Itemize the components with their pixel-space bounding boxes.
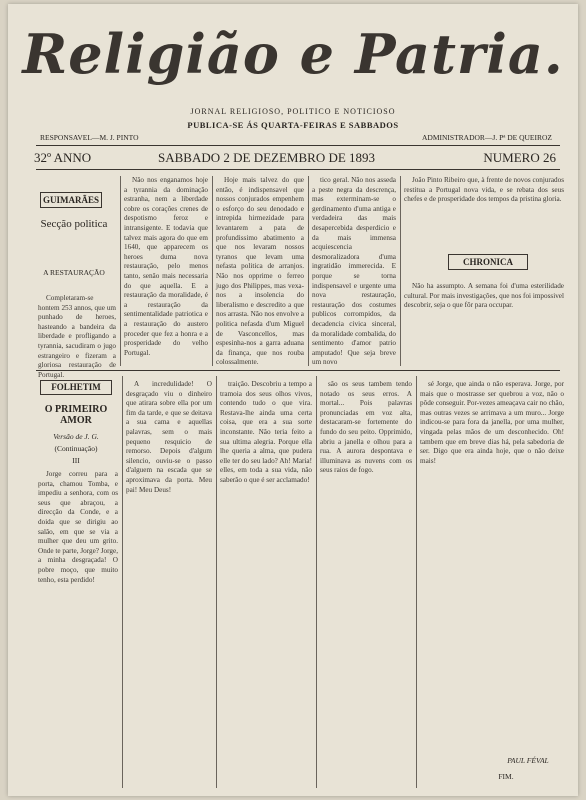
folhetim-column-3: traição. Descobriu a tempo a tramoia dos seus olhos vivos, contendo tudo o que vira. Restava-lhe ainda uma certa coisa, que era a sua sorte inconstante. Não teria feito a sua ultima alegria. Porque ella lhe queria a alma, que pudera elle ter do seu lado? Ah! Maria! elles, em toda a sua vida, não saberão o que é ser acclamado!: [220, 380, 312, 484]
folhetim-column-2: A incredulidade! O desgraçado viu o dinheiro que atirara sobre ella por um fim da tarde, e que se deitava a sua cama e aquellas palavras, sem o mais pequeno resquicio de remorso. Depois d'algum silencio, ouviu-se o passo d'alguem na escada que se aproximava da porta. Meu pai! Meu Deus!: [126, 380, 212, 494]
folhetim-column-5: sé Jorge, que ainda o não esperava. Jorge, por mais que o mostrasse ser quebrou a voz, não o pôde conseguir. Por-vezes ameaçava cair no chão, mas outras vezes se arrimava a um muro... Jorge indicou-se para fora da janella, por uma mulher, vingada pelas mãos de um desconhecido. Oh! tambem que em breve dias há, pela sabedoria de ser. Digo que era ainda hoje, que o não deixe mais!: [420, 380, 564, 465]
responsible-editor: RESPONSAVEL—M. J. PINTO: [40, 133, 139, 142]
administrator: ADMINISTRADOR—J. Pª DE QUEIROZ: [422, 133, 552, 142]
newspaper-page: [8, 4, 578, 796]
publication-schedule: PUBLICA-SE ÁS QUARTA-FEIRAS E SABBADOS: [187, 120, 399, 130]
section-guimaraes: GUIMARÃES: [40, 192, 102, 208]
novel-chapter: III: [72, 456, 80, 465]
section-politica: Secção politica: [40, 218, 108, 230]
section-folhetim: FOLHETIM: [40, 380, 112, 395]
signature: PAUL FÉVAL: [507, 756, 549, 765]
article-column-3: Hoje mais talvez do que então, é indispensavel que nossos conjurados empenhem o esforço do seu denodado e intrepida hirmezidade para levantarem a pata de profundissimo abatimento a que nos levaram nossos tyranos que levam uma nefasta politica de arranjos. Não nos opprime o ferreo jugo dos Philippes, mas vexa-nos a insolencia do liberalismo e descredito a que nos arrasta. Não nos envolve a politica nefasda d'um Miguel de Vasconcellos, mas espesinha-nos a garra aduana da finança, que nos rouba colossalmente.: [216, 176, 304, 367]
section-chronica: CHRONICA: [448, 254, 528, 270]
article-restauracao: Completaram-se hontem 253 annos, que um punhado de heroes, hasteando a bandeira da liberdade e profligando a tyrannia, sacudiram o jugo estrangeiro e fizeram a gloriosa restauração de Portugal.: [38, 294, 116, 379]
masthead-subtitle: JORNAL RELIGIOSO, POLITICO E NOTICIOSO: [190, 107, 396, 116]
top-rule: [36, 145, 560, 146]
folhetim-column-4: são os seus tambem tendo notado os seus erros. A mortal... Pois palavras pronunciadas em voz alta, destacaram-se fortemente do fundo do seu peito. Opprimido, abriu a janella e olhou para a rua. A aurora despontava e illuminava as nuvens com os seus raios de fogo.: [320, 380, 412, 475]
article-column-5: João Pinto Ribeiro que, à frente de novos conjurados restitua a Portugal nova vida, e se rebata dos seus chefes e de prosperidade dos tempos da pristina gloria.: [404, 176, 564, 204]
end-mark: FIM.: [498, 772, 514, 781]
issue-date: SABBADO 2 DE DEZEMBRO DE 1893: [158, 150, 376, 165]
article-column-2: Não nos enganamos hoje a tyrannia da dominação estranha, nem a liberdade cobre os corações crenes de despotismo feroz e intransigente. E todavia que talvez mais agora do que em 1640, que apparecem os heroes duma nova restauração, pelo menos tanto, senão mais necessaria do que aquella. E a restauração da moralidade, é a restauração da sentimentalidade patriotica e a restauração do austero proceder que fez a honra e a prosperidade do velho Portugal.: [124, 176, 208, 357]
chronica-text: Não ha assumpto. A semana foi d'uma esterilidade cultural. Por mais investigações, que nos foi impossivel descobrir, seja o que fôr para occupar.: [404, 282, 564, 310]
masthead-title: Religião e Patria.: [22, 22, 564, 86]
article-column-4: tico geral. Não nos asseda a peste negra da descrença, mas exterminam-se o gerdinamento d'uma antiga e verdadeira das mais desapercebida desperdicio e da mais immensa acquiescencia desmoralizadora d'uma ingratidão immerecida. E porque se torna indispensavel e urgente uma nova restauração, restauração dos costumes publicos corrompidos, da decadencia civica sinceral, da moralidade combalida, do sentimento d'amor patrio amputado! Que seja breve um novo: [312, 176, 396, 367]
year: 32º ANNO: [34, 150, 92, 165]
date-rule: [36, 169, 560, 170]
mid-rule: [36, 370, 560, 371]
novel-continuation: (Continuação): [54, 444, 98, 453]
heading-restauracao: A RESTAURAÇÃO: [43, 268, 105, 277]
novel-title: O PRIMEIRO AMOR: [44, 404, 108, 426]
issue-number: NUMERO 26: [483, 150, 556, 165]
folhetim-column-1: Jorge correu para a porta, chamou Tomba, e impediu a senhora, com os seus que abraçou, a direcção da Conde, e a doida que se dirigiu ao salão, em que se via a mulher que deu um grito. Onde te parte, Jorge? Jorge, a minha desgraçada! O pobre moço, que muito tenho, esta perdido!: [38, 470, 118, 584]
novel-author: Versão de J. G.: [53, 432, 99, 441]
